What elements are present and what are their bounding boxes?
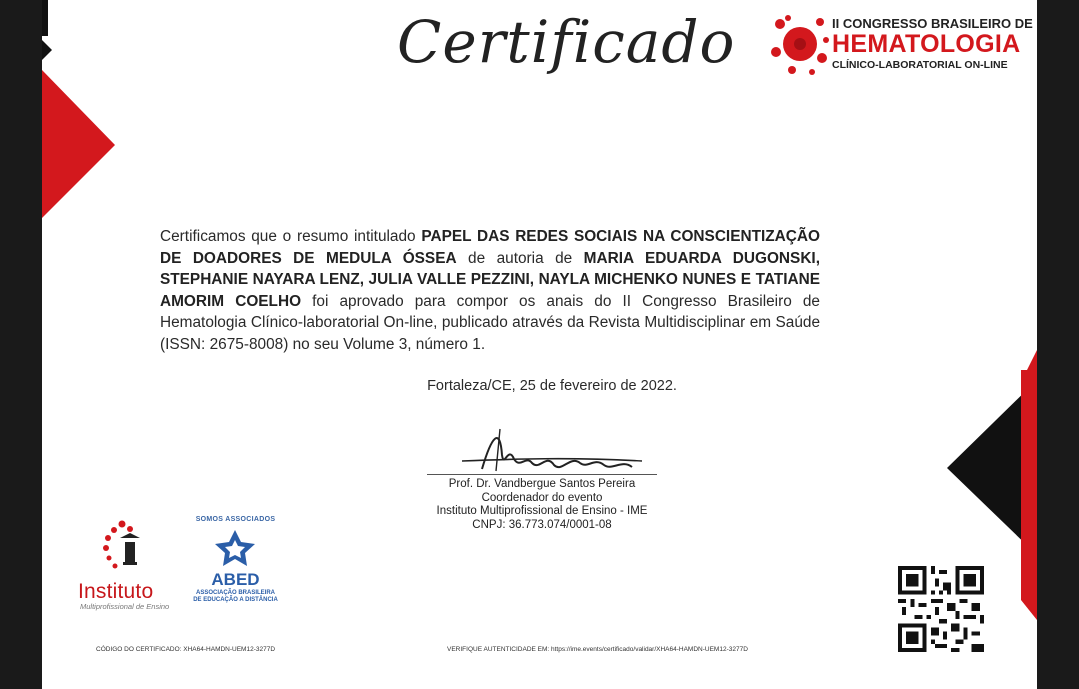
certificate-code: CÓDIGO DO CERTIFICADO: XHA64-HAMDN-UEM12-3277D bbox=[96, 646, 276, 653]
certificate-body bbox=[160, 226, 820, 355]
blood-cells-icon bbox=[770, 12, 830, 76]
abed-name: ABED bbox=[211, 570, 260, 589]
signature-icon bbox=[422, 425, 662, 477]
abed-subtitle bbox=[188, 590, 283, 604]
event-logo bbox=[770, 10, 1033, 80]
abed-subtitle-line2: DE EDUCAÇÃO A DISTÂNCIA bbox=[193, 597, 278, 603]
abstract-title: PAPEL DAS REDES SOCIAIS NA CONSCIENTIZAÇÃO DE DOADORES DE MEDULA ÓSSEA bbox=[160, 228, 820, 267]
signatory-role: Coordenador do evento bbox=[481, 491, 603, 504]
abed-logo bbox=[188, 516, 283, 616]
abed-star-icon bbox=[213, 528, 257, 568]
signature-line bbox=[427, 474, 657, 475]
verify-link[interactable]: VERIFIQUE AUTENTICIDADE EM: https://ime.events/certificado/validar/XHA64-HAMDN-UEM12-3277D bbox=[447, 646, 748, 653]
certificate-title: Certificado bbox=[397, 8, 736, 76]
event-logo-line3: CLÍNICO-LABORATORIAL ON-LINE bbox=[832, 59, 1008, 71]
certificate-page bbox=[42, 0, 1037, 689]
signatory-name: Prof. Dr. Vandbergue Santos Pereira bbox=[448, 478, 636, 490]
body-closing: foi aprovado para compor os anais do II Congresso Brasileiro de Hematologia Clínico-laboratorial On-line, publicado através da Revista Multidisciplinar em Saúde (ISSN: 2675-8008) no seu Volume 3, número 1. bbox=[160, 292, 820, 353]
event-logo-line2: HEMATOLOGIA bbox=[832, 30, 1021, 58]
abed-subtitle-line1: ASSOCIAÇÃO BRASILEIRA bbox=[195, 590, 275, 596]
institute-name: Instituto bbox=[78, 580, 154, 603]
authors: MARIA EDUARDA DUGONSKI, STEPHANIE NAYARA LENZ, JULIA VALLE PEZZINI, NAYLA MICHENKO NUNES E TATIANE AMORIM COELHO bbox=[160, 249, 820, 310]
qr-code-icon bbox=[898, 566, 984, 652]
abed-associates-label: SOMOS ASSOCIADOS bbox=[195, 516, 276, 523]
event-logo-line1: II CONGRESSO BRASILEIRO DE bbox=[832, 16, 1033, 31]
signatory-cnpj: CNPJ: 36.773.074/0001-08 bbox=[472, 518, 612, 531]
signatory-block bbox=[392, 478, 692, 532]
signatory-institution: Instituto Multiprofissional de Ensino - IME bbox=[436, 505, 648, 517]
institute-subtitle: Multiprofissional de Ensino bbox=[80, 602, 170, 611]
body-intro: Certificamos que o resumo intitulado bbox=[160, 228, 422, 245]
body-authorship: de autoria de bbox=[456, 249, 584, 267]
place-date: Fortaleza/CE, 25 de fevereiro de 2022. bbox=[427, 378, 677, 394]
